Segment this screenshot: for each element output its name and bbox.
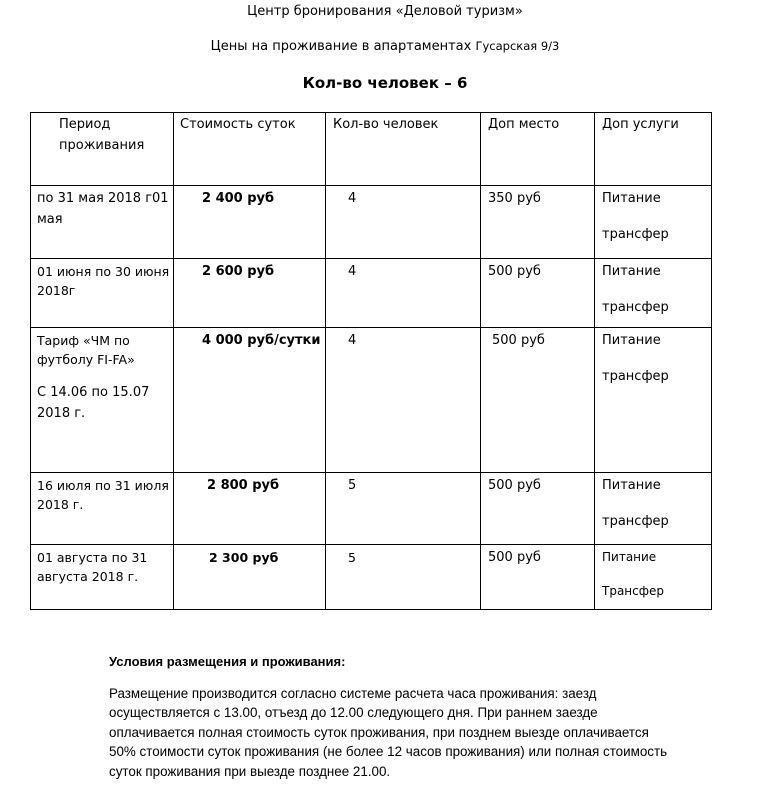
row-period-line1: 16 июля по 31 июля [37,478,169,493]
row-period-line2: 2018 г. [37,497,84,512]
row-extra-bed-text: 500 руб [492,333,545,348]
table-header-row [31,113,712,186]
row-period-line1: 01 июня по 30 июня [37,264,170,279]
row-extra-bed [481,328,595,473]
row-services [595,259,712,328]
company-title-text: Центр бронирования «Деловой туризм» [247,4,523,19]
row-period-line2: 2018г [37,283,76,298]
row-service-food: Питание [602,264,661,279]
conditions-line: оплачивается полная стоимость суток проживания, при позднем выезде оплачивается [109,724,649,740]
row-cost [174,259,326,328]
row-extra-bed-text: 500 руб [488,550,541,565]
row-cost-text: 4 000 руб/сутки [202,333,321,348]
table-row [31,328,712,473]
row-services [595,186,712,259]
header-period-line2: проживания [59,138,145,153]
row-people [326,186,481,259]
row-period-line2: футболу FI-FA» [37,352,135,367]
row-people [326,259,481,328]
price-table [30,112,712,610]
row-period [31,545,174,610]
row-period-dates-line2: 2018 г. [37,406,86,421]
row-people [326,545,481,610]
row-cost [174,545,326,610]
row-period [31,259,174,328]
company-title [0,4,770,19]
row-cost-text: 2 800 руб [207,478,280,493]
apartment-address: Гусарская 9/3 [475,39,560,53]
prices-subtitle [0,39,770,54]
conditions-paragraph [109,684,739,781]
conditions-line: Размещение производится согласно системе расчета часа проживания: заезд [109,686,597,701]
prices-subtitle-text: Цены на проживание в апартаментах [210,39,476,54]
row-service-transfer: трансфер [602,227,669,242]
row-services [595,545,712,610]
row-period [31,473,174,545]
row-people [326,328,481,473]
row-services [595,328,712,473]
conditions-line: суток проживания при выезде позднее 21.00. [109,763,391,779]
row-service-food: Питание [602,478,661,493]
row-service-food: Питание [602,550,657,564]
row-period-line2: августа 2018 г. [37,569,139,584]
row-cost [174,186,326,259]
conditions-line: осуществляется с 13.00, отъезд до 12.00 следующего дня. При раннем заезде [109,705,598,721]
row-cost [174,473,326,545]
row-service-transfer: трансфер [602,300,669,315]
row-people-text: 4 [348,264,357,279]
conditions-line: 50% стоимости суток проживания (не более 12 часов проживания) или полная стоимость [109,744,668,760]
header-extra-bed-text: Доп место [488,117,560,132]
table-row [31,186,712,259]
row-extra-bed-text: 500 руб [488,478,541,493]
row-extra-bed [481,473,595,545]
header-people [326,113,481,186]
row-cost-text: 2 600 руб [202,264,275,279]
people-count-title: Кол-во человек – 6 [302,74,468,92]
row-service-food: Питание [602,333,661,348]
header-extra-services-text: Доп услуги [602,117,679,132]
row-service-transfer: трансфер [602,514,669,529]
row-period [31,328,174,473]
header-period [31,113,174,186]
row-extra-bed-text: 500 руб [488,264,541,279]
table-row [31,473,712,545]
row-service-transfer: Трансфер [602,584,665,598]
row-people [326,473,481,545]
row-period-line2: мая [37,212,63,227]
row-people-text: 5 [348,478,357,493]
conditions-title: Условия размещения и проживания: [109,654,346,669]
row-services [595,473,712,545]
row-extra-bed [481,545,595,610]
table-row [31,259,712,328]
row-extra-bed-text: 350 руб [488,191,541,206]
row-people-text: 5 [348,550,356,565]
row-service-transfer: трансфер [602,369,669,384]
row-period-dates-line1: С 14.06 по 15.07 [37,385,150,400]
header-extra-bed [481,113,595,186]
header-period-line1: Период [59,117,111,132]
header-cost [174,113,326,186]
row-cost-text: 2 300 руб [209,550,279,565]
row-cost-text: 2 400 руб [202,191,275,206]
row-period [31,186,174,259]
row-people-text: 4 [348,191,357,206]
row-period-line1: Тариф «ЧМ по [37,333,130,348]
row-extra-bed [481,186,595,259]
table-row [31,545,712,610]
header-people-text: Кол-во человек [333,117,439,132]
row-service-food: Питание [602,191,661,206]
header-cost-text: Стоимость суток [180,117,296,132]
row-period-line1: по 31 мая 2018 г01 [37,191,169,206]
row-extra-bed [481,259,595,328]
row-period-line1: 01 августа по 31 [37,550,148,565]
row-people-text: 4 [348,333,357,348]
row-cost [174,328,326,473]
header-extra-services [595,113,712,186]
